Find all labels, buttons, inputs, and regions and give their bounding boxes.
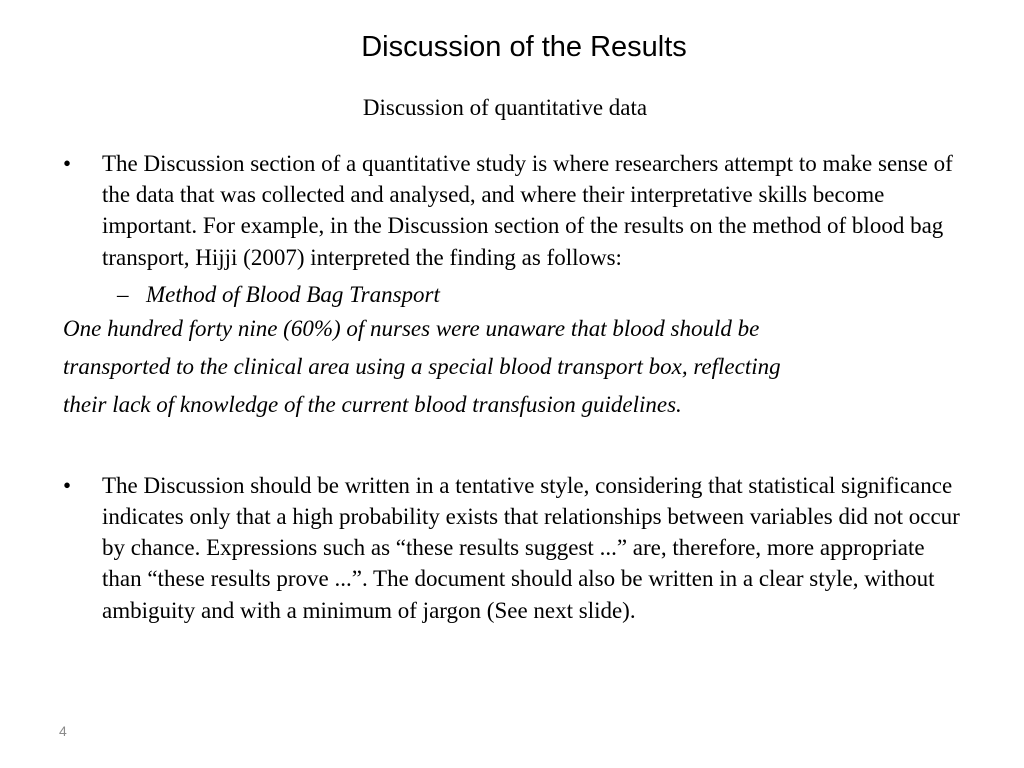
bullet-text: The Discussion should be written in a tentative style, considering that statistical significance indicates only that a high probability exists that relationships between variables did not occur by chance. Expressions such as “these results suggest ...” are, therefore, more appropriate than “these results prove ...”. The document should also be written in a clear style, without ambiguity and with a minimum of jargon (See next slide).	[102, 472, 960, 623]
bullet-text: The Discussion section of a quantitative study is where researchers attempt to make sense of the data that was collected and analysed, and where their interpretative skills become important. For example, in the Discussion section of the results on the method of blood bag transport, Hijji (2007) interpreted the finding as follows:	[102, 151, 953, 270]
quote-line: transported to the clinical area using a special blood transport box, reflecting	[63, 353, 781, 379]
slide-body	[63, 148, 968, 626]
quote-block	[63, 310, 968, 424]
quote-line: their lack of knowledge of the current blood transfusion guidelines.	[63, 391, 682, 417]
quote-line: One hundred forty nine (60%) of nurses were unaware that blood should be	[63, 315, 760, 341]
bullet-marker: •	[63, 472, 72, 498]
bullet-item	[63, 470, 968, 626]
sub-bullet-marker: –	[117, 281, 129, 307]
bullet-item	[63, 148, 968, 273]
bullet-marker: •	[63, 151, 72, 176]
slide-title: Discussion of the Results	[361, 31, 687, 63]
sub-bullet-item	[63, 279, 968, 310]
slide-subtitle: Discussion of quantitative data	[362, 95, 648, 120]
page-number: 4	[59, 723, 67, 739]
sub-bullet-text: Method of Blood Bag Transport	[146, 281, 440, 307]
